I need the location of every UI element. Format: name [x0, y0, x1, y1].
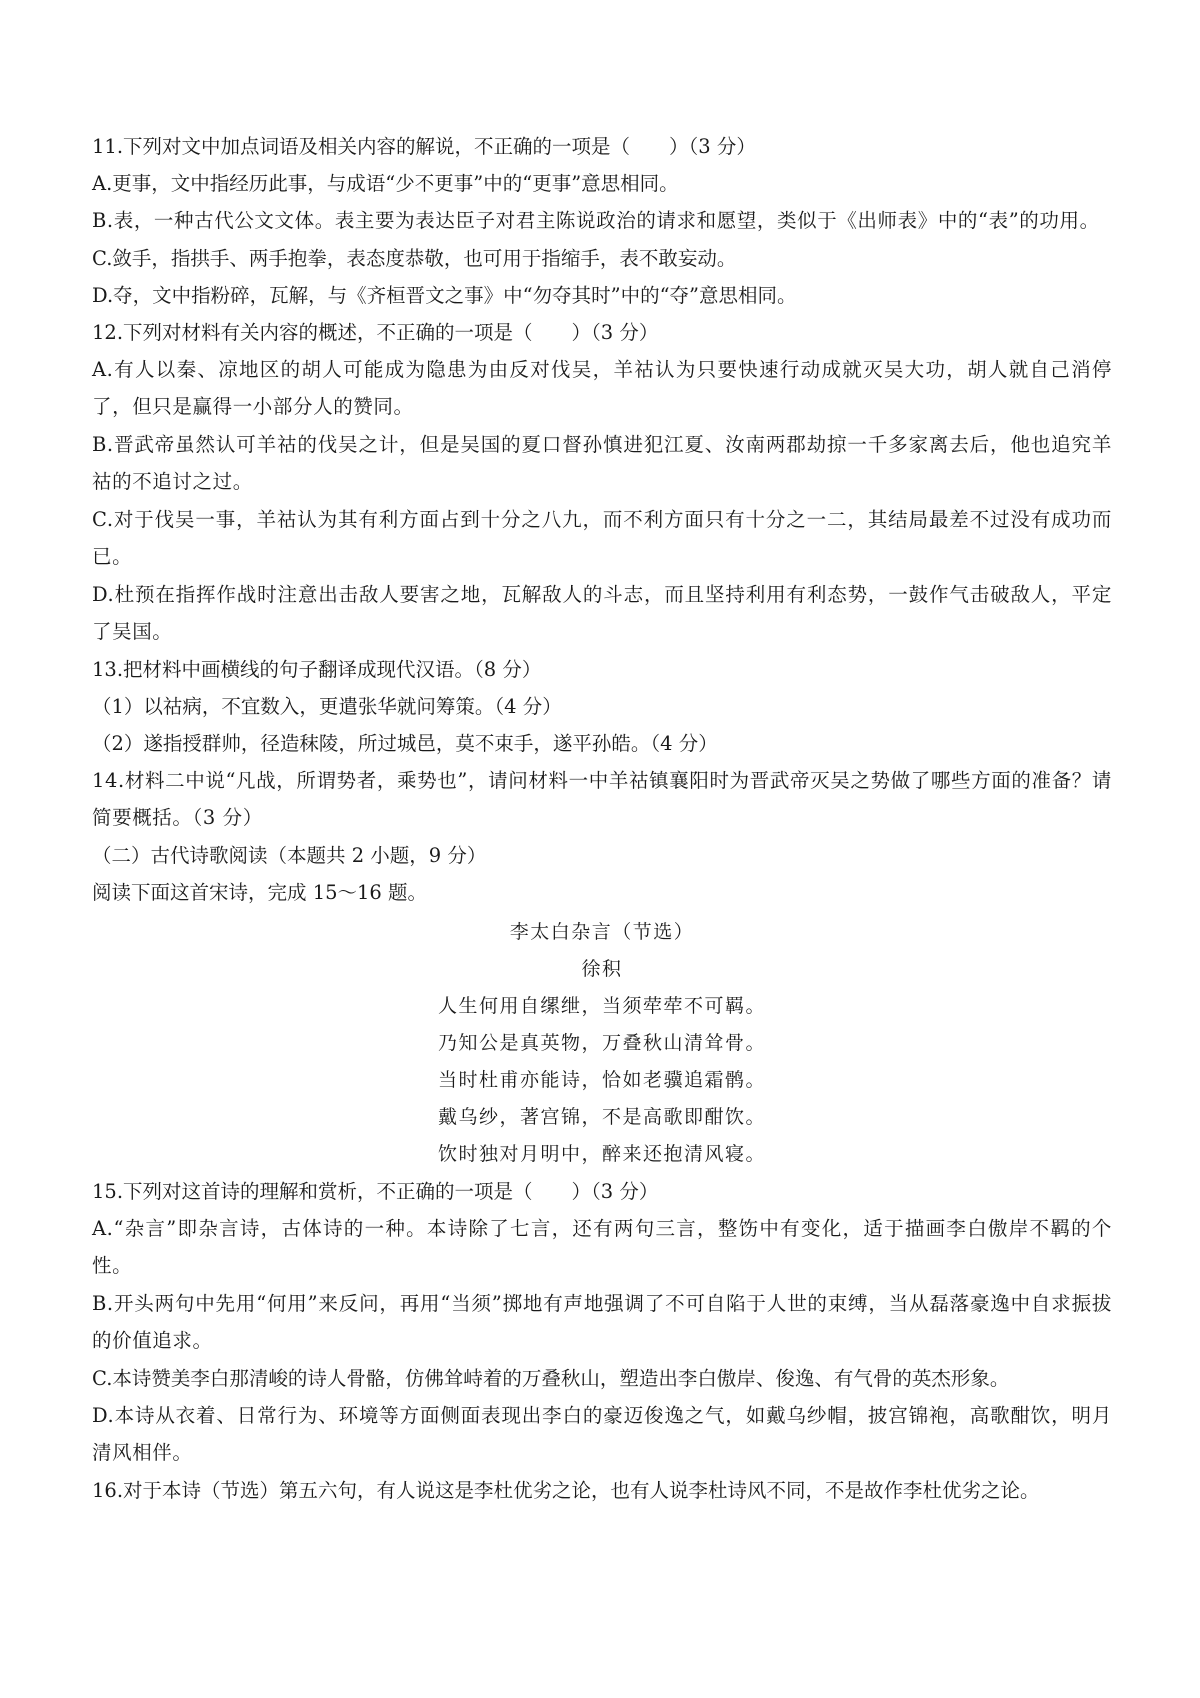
poem-line: 当时杜甫亦能诗，恰如老骥追霜鹘。 — [437, 1068, 766, 1091]
q12-option-d: D.杜预在指挥作战时注意出击敌人要害之地，瓦解敌人的斗志，而且坚持利用有利态势，一鼓作气击破敌人，平定了吴国。 — [92, 582, 1112, 643]
q14-stem: 14.材料二中说“凡战，所谓势者，乘势也”，请问材料一中羊祜镇襄阳时为晋武帝灭吴之势做了哪些方面的准备？请简要概括。（3 分） — [92, 768, 1112, 829]
poem-line: 乃知公是真英物，万叠秋山清耸骨。 — [437, 1031, 766, 1054]
q12-option-c: C.对于伐吴一事，羊祜认为其有利方面占到十分之八九，而不利方面只有十分之一二，其结局最差不过没有成功而已。 — [92, 507, 1112, 568]
q15-option-b: B.开头两句中先用“何用”来反问，再用“当须”掷地有声地强调了不可自陷于人世的束缚，当从磊落豪逸中自求振拔的价值追求。 — [92, 1291, 1112, 1352]
q11-option-b: B.表，一种古代公文文体。表主要为表达臣子对君主陈说政治的请求和愿望，类似于《出师表》中的“表”的功用。 — [92, 209, 1100, 232]
q11-option-c: C.敛手，指拱手、两手抱拳，表态度恭敬，也可用于指缩手，表不敢妄动。 — [92, 246, 737, 270]
q13-stem: 13.把材料中画横线的句子翻译成现代汉语。（8 分） — [92, 657, 542, 681]
q12-option-a: A.有人以秦、凉地区的胡人可能成为隐患为由反对伐吴，羊祜认为只要快速行动成就灭吴大功，胡人就自己消停了，但只是赢得一小部分人的赞同。 — [92, 357, 1112, 418]
q15-option-d: D.本诗从衣着、日常行为、环境等方面侧面表现出李白的豪迈俊逸之气，如戴乌纱帽，披宫锦袍，高歌酣饮，明月清风相伴。 — [92, 1403, 1112, 1464]
q15-option-a: A.“杂言”即杂言诗，古体诗的一种。本诗除了七言，还有两句三言，整饬中有变化，适于描画李白傲岸不羁的个性。 — [92, 1216, 1112, 1277]
q11-option-d: D.夺，文中指粉碎，瓦解，与《齐桓晋文之事》中“勿夺其时”中的“夺”意思相同。 — [92, 283, 797, 307]
section-intro: 阅读下面这首宋诗，完成 15～16 题。 — [92, 880, 428, 904]
q15-option-c: C.本诗赞美李白那清峻的诗人骨骼，仿佛耸峙着的万叠秋山，塑造出李白傲岸、俊逸、有气骨的英杰形象。 — [92, 1366, 1010, 1390]
q13-sentence-1: （1）以祜病，不宜数入，更遣张华就问筹策。（4 分） — [92, 694, 562, 718]
q15-stem: 15.下列对这首诗的理解和赏析，不正确的一项是（ ）（3 分） — [92, 1179, 659, 1203]
poem-line: 戴乌纱，著宫锦，不是高歌即酣饮。 — [437, 1105, 766, 1128]
section-heading: （二）古代诗歌阅读（本题共 2 小题，9 分） — [92, 843, 487, 867]
q11-option-a: A.更事，文中指经历此事，与成语“少不更事”中的“更事”意思相同。 — [92, 172, 679, 195]
q12-stem: 12.下列对材料有关内容的概述，不正确的一项是（ ）（3 分） — [92, 320, 659, 344]
q16-stem: 16.对于本诗（节选）第五六句，有人说这是李杜优劣之论，也有人说李杜诗风不同，不是故作李杜优劣之论。 — [92, 1478, 1040, 1502]
q13-sentence-2: （2）遂指授群帅，径造秣陵，所过城邑，莫不束手，遂平孙皓。（4 分） — [92, 731, 718, 755]
poem-title: 李太白杂言（节选） — [509, 920, 695, 943]
poem-author: 徐积 — [581, 957, 623, 980]
exam-page — [92, 128, 1112, 1509]
q12-option-b: B.晋武帝虽然认可羊祜的伐吴之计，但是吴国的夏口督孙慎进犯江夏、汝南两郡劫掠一千多家离去后，他也追究羊祜的不追讨之过。 — [92, 432, 1112, 493]
poem-line: 人生何用自缧绁，当须荦荦不可羁。 — [437, 994, 766, 1017]
q11-stem: 11.下列对文中加点词语及相关内容的解说，不正确的一项是（ ）（3 分） — [92, 135, 756, 158]
poem-line: 饮时独对月明中，醉来还抱清风寝。 — [437, 1142, 766, 1165]
